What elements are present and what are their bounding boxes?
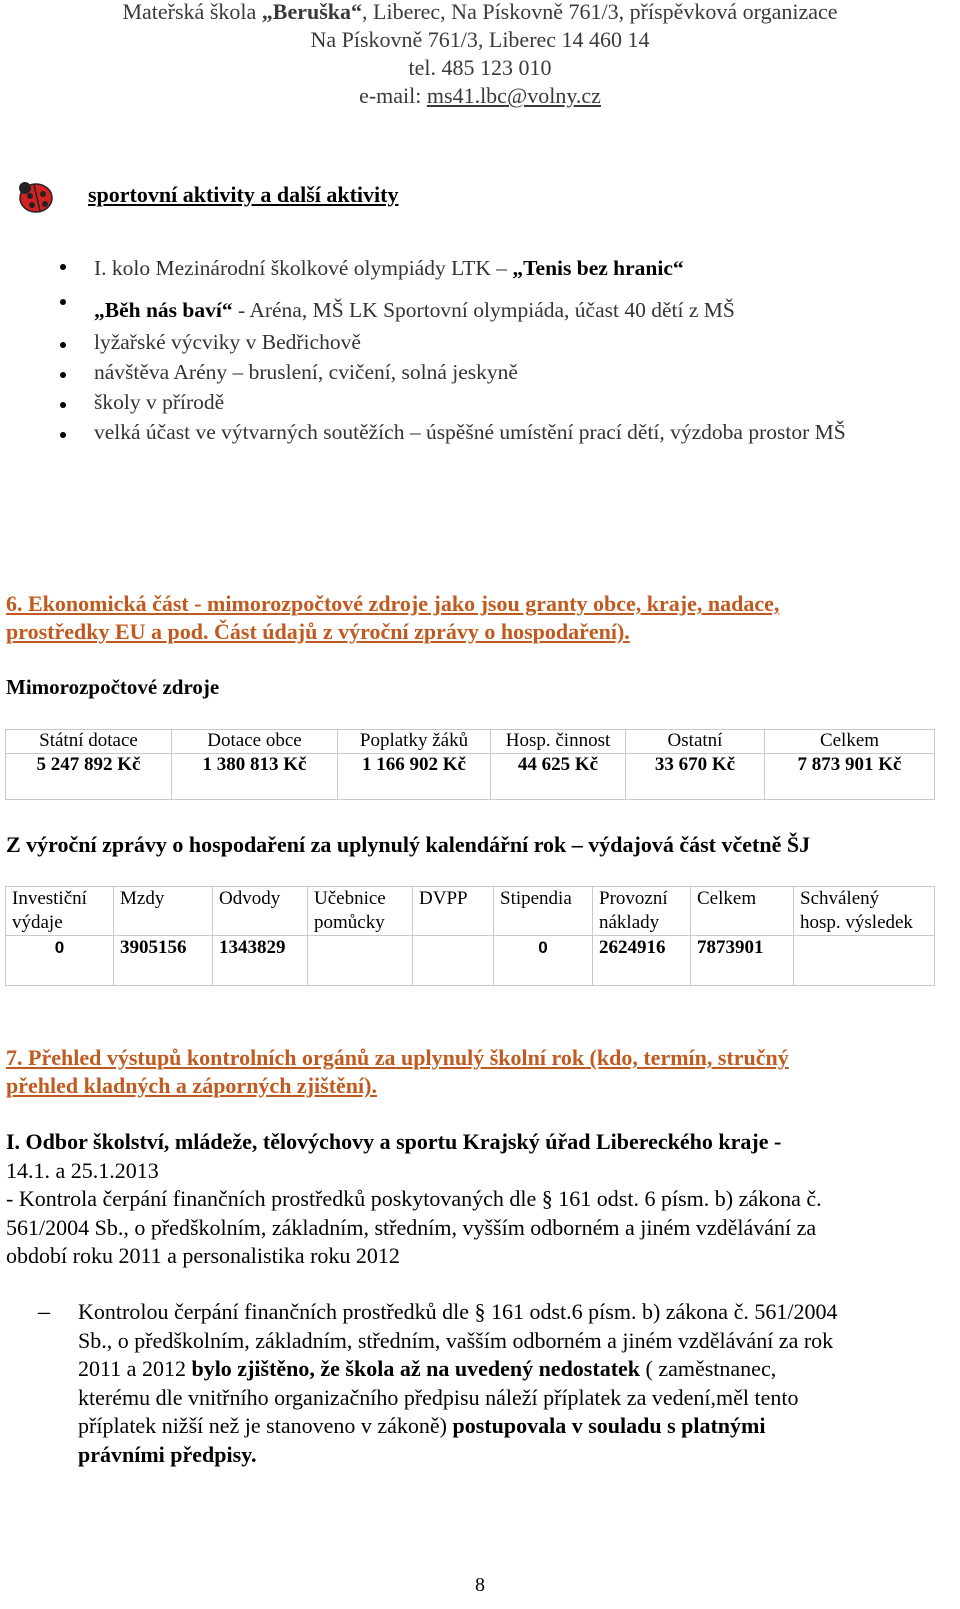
table-cell: 1343829	[213, 936, 308, 986]
dash-bullet: –	[38, 1299, 50, 1325]
bullet-icon	[60, 402, 66, 408]
header-line-3: tel. 485 123 010	[408, 55, 552, 80]
control-title-line-2: přehled kladných a záporných zjištění).	[6, 1073, 377, 1098]
funding-table	[5, 729, 935, 800]
table-header: Investiční výdaje	[6, 887, 114, 936]
table-cell: 7873901	[691, 936, 794, 986]
econ-title-line-2: prostředky EU a pod. Část údajů z výroční zprávy o hospodaření).	[6, 619, 630, 644]
table-header: DVPP	[413, 887, 494, 936]
table-header: Dotace obce	[172, 730, 338, 754]
control-finding	[78, 1298, 938, 1469]
table-cell: 1 380 813 Kč	[172, 754, 338, 800]
expenses-table	[5, 886, 935, 986]
table-cell: 44 625 Kč	[491, 754, 626, 800]
table-cell: 7 873 901 Kč	[765, 754, 935, 800]
header-line-2: Na Pískovně 761/3, Liberec 14 460 14	[310, 27, 650, 52]
table-cell: 0	[6, 936, 114, 986]
page-number: 8	[475, 1574, 485, 1596]
table-header: Mzdy	[114, 887, 213, 936]
table-header: Učebnice pomůcky	[308, 887, 413, 936]
ladybug-icon	[16, 176, 56, 216]
bullet-icon	[60, 342, 66, 348]
table-cell: 5 247 892 Kč	[6, 754, 172, 800]
control-p1-line-3: období roku 2011 a personalistika roku 2012	[6, 1243, 400, 1268]
finding-line-1: Kontrolou čerpání finančních prostředků dle § 161 odst.6 písm. b) zákona č. 561/2004	[78, 1299, 838, 1324]
control-p1-line-2: 561/2004 Sb., o předškolním, základním, středním, vyšším odborném a jiném vzdělávání za	[6, 1214, 817, 1240]
activities-title: sportovní aktivity a další aktivity	[88, 182, 399, 207]
table-header: Celkem	[765, 730, 935, 754]
table-cell	[413, 936, 494, 986]
table-header: Ostatní	[626, 730, 765, 754]
control-dates: 14.1. a 25.1.2013	[6, 1157, 159, 1183]
table-header: Schválený hosp. výsledek	[794, 887, 935, 936]
control-org: I. Odbor školství, mládeže, tělovýchovy a sportu Krajský úřad Libereckého kraje -	[6, 1129, 782, 1154]
table-cell: 1 166 902 Kč	[338, 754, 491, 800]
school-name: „Beruška“	[261, 0, 363, 24]
bullet-icon	[60, 372, 66, 378]
table-header: Poplatky žáků	[338, 730, 491, 754]
table-header: Stipendia	[494, 887, 593, 936]
bullet-icon	[60, 432, 66, 438]
bullet-icon	[60, 299, 66, 305]
table-cell	[794, 936, 935, 986]
report-title: Z výroční zprávy o hospodaření za uplynulý kalendářní rok – výdajová část včetně ŠJ	[6, 832, 811, 857]
table-cell: 3905156	[114, 936, 213, 986]
email-link[interactable]: ms41.lbc@volny.cz	[426, 83, 601, 108]
control-body	[6, 1128, 926, 1271]
control-p1-line-1: - Kontrola čerpání finančních prostředků poskytovaných dle § 161 odst. 6 písm. b) zákona č.	[6, 1186, 822, 1211]
table-header: Celkem	[691, 887, 794, 936]
finding-line-5: příplatek nižší než je stanoveno v zákoně) postupovala v souladu s platnými	[78, 1413, 766, 1438]
table-header: Státní dotace	[6, 730, 172, 754]
header-line-1: Mateřská škola „Beruška“, Liberec, Na Pískovně 761/3, příspěvková organizace	[122, 0, 838, 24]
finding-line-2: Sb., o předškolním, základním, středním, vašším odborném a jiném vzdělávání za rok	[78, 1327, 834, 1353]
header-line-4: e-mail: ms41.lbc@volny.cz	[359, 83, 601, 108]
finding-line-4: kterému dle vnitřního organizačního předpisu náleží příplatek za vedení,měl tento	[78, 1384, 799, 1410]
table-cell: 33 670 Kč	[626, 754, 765, 800]
control-title-line-1: 7. Přehled výstupů kontrolních orgánů za uplynulý školní rok (kdo, termín, stručný	[6, 1045, 789, 1070]
econ-title-line-1: 6. Ekonomická část - mimorozpočtové zdroje jako jsou granty obce, kraje, nadace,	[6, 591, 780, 616]
table-header: Provozní náklady	[593, 887, 691, 936]
table-cell: 2624916	[593, 936, 691, 986]
finding-line-3: 2011 a 2012 bylo zjištěno, že škola až na uvedený nedostatek ( zaměstnanec,	[78, 1356, 777, 1381]
table-header: Hosp. činnost	[491, 730, 626, 754]
bullet-icon	[60, 264, 66, 270]
table-cell: 0	[494, 936, 593, 986]
table-header: Odvody	[213, 887, 308, 936]
econ-subtitle: Mimorozpočtové zdroje	[6, 675, 220, 699]
finding-line-6: právními předpisy.	[78, 1441, 257, 1467]
table-cell	[308, 936, 413, 986]
